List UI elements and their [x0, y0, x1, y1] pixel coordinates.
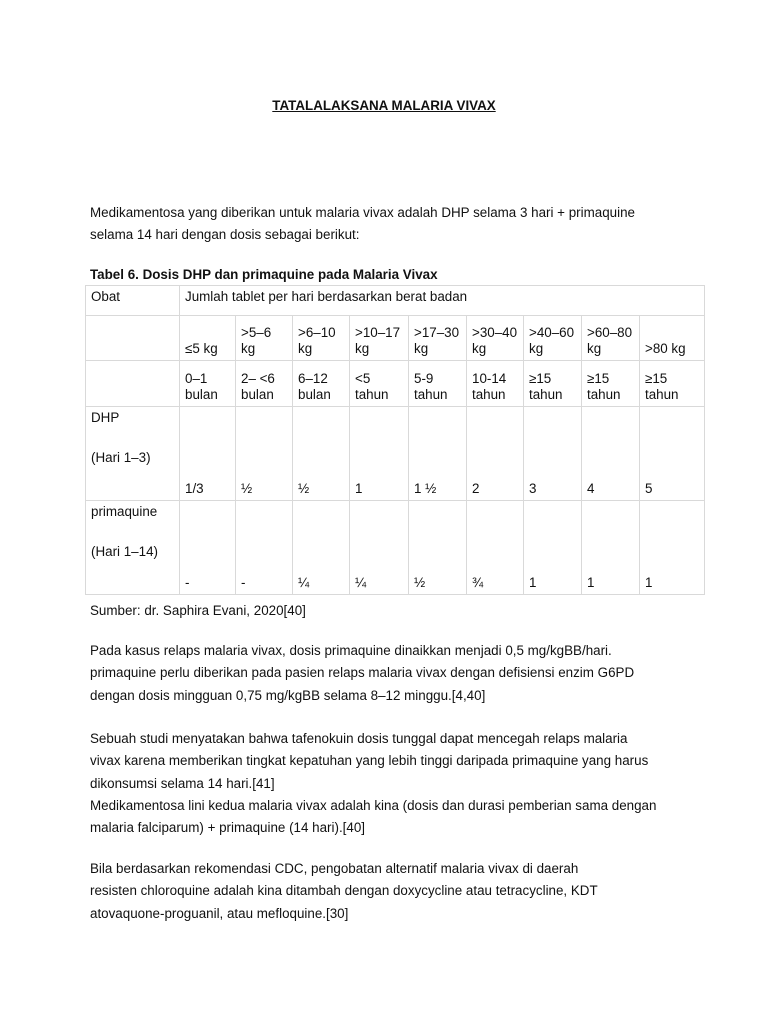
drug-cell [86, 501, 180, 595]
age-cell: 10-14 tahun [467, 361, 524, 407]
table-row [86, 501, 705, 595]
drug-days: (Hari 1–3) [91, 450, 151, 465]
weight-cell: >10–17 kg [350, 316, 409, 361]
cdc-paragraph [90, 858, 690, 925]
age-cell: 0–1 bulan [180, 361, 236, 407]
drug-days: (Hari 1–14) [91, 544, 158, 559]
text-line: Medikamentosa lini kedua malaria vivax adalah kina (dosis dan durasi pemberian sama dengan [90, 797, 657, 813]
empty-cell [86, 361, 180, 407]
weight-cell: >60–80 kg [582, 316, 640, 361]
age-cell: 6–12 bulan [293, 361, 350, 407]
weight-cell: >40–60 kg [524, 316, 582, 361]
intro-paragraph [90, 202, 690, 247]
table-header-row [86, 286, 705, 316]
drug-cell [86, 407, 180, 501]
drug-name: primaquine [91, 504, 158, 519]
text-line: Pada kasus relaps malaria vivax, dosis primaquine dinaikkan menjadi 0,5 mg/kgBB/hari. [90, 643, 612, 658]
drug-name: DHP [91, 410, 120, 425]
dose-cell: ½ [236, 407, 293, 501]
dose-cell: 5 [640, 407, 705, 501]
weight-row [86, 316, 705, 361]
age-cell: <5 tahun [350, 361, 409, 407]
age-cell: ≥15 tahun [524, 361, 582, 407]
page-title: TATALALAKSANA MALARIA VIVAX [272, 98, 496, 113]
dose-cell: 1 ½ [409, 407, 467, 501]
age-cell: 2– <6 bulan [236, 361, 293, 407]
weight-cell: >5–6 kg [236, 316, 293, 361]
dose-cell: ¾ [467, 501, 524, 595]
text-line: selama 14 hari dengan dosis sebagai berikut: [90, 227, 360, 243]
dose-cell: 4 [582, 407, 640, 501]
empty-cell [86, 316, 180, 361]
text-line: malaria falciparum) + primaquine (14 hari).[40] [90, 820, 365, 836]
table-row [86, 407, 705, 501]
dose-cell: - [180, 501, 236, 595]
text-line: Bila berdasarkan rekomendasi CDC, pengobatan alternatif malaria vivax di daerah [90, 861, 579, 876]
dose-cell: 1 [640, 501, 705, 595]
dose-cell: 3 [524, 407, 582, 501]
dose-cell: 1 [524, 501, 582, 595]
text-line: Medikamentosa yang diberikan untuk malaria vivax adalah DHP selama 3 hari + primaquine [90, 205, 635, 220]
dose-cell: ¼ [293, 501, 350, 595]
relapse-paragraph [90, 640, 690, 707]
text-line: dengan dosis mingguan 0,75 mg/kgBB selama 8–12 minggu.[4,40] [90, 687, 486, 703]
header-group-cell: Jumlah tablet per hari berdasarkan berat badan [180, 286, 705, 316]
text-line: vivax karena memberikan tingkat kepatuhan yang lebih tinggi daripada primaquine yang harus [90, 753, 649, 769]
table-source [90, 600, 690, 622]
dose-cell: ½ [293, 407, 350, 501]
dose-cell: 1 [582, 501, 640, 595]
text-line: resisten chloroquine adalah kina ditambah dengan doxycycline atau tetracycline, KDT [90, 883, 598, 899]
weight-cell: >17–30 kg [409, 316, 467, 361]
text-line: Sumber: dr. Saphira Evani, 2020[40] [90, 603, 306, 618]
text-line: Sebuah studi menyatakan bahwa tafenokuin dosis tunggal dapat mencegah relaps malaria [90, 731, 628, 746]
dose-cell: 1 [350, 407, 409, 501]
dose-cell: 1/3 [180, 407, 236, 501]
weight-cell: >6–10 kg [293, 316, 350, 361]
age-row [86, 361, 705, 407]
dose-cell: 2 [467, 407, 524, 501]
text-line: primaquine perlu diberikan pada pasien relaps malaria vivax dengan defisiensi enzim G6PD [90, 665, 635, 681]
table-caption: Tabel 6. Dosis DHP dan primaquine pada Malaria Vivax [90, 267, 438, 282]
text-line: dikonsumsi selama 14 hari.[41] [90, 775, 275, 791]
age-cell: 5-9 tahun [409, 361, 467, 407]
dose-cell: - [236, 501, 293, 595]
weight-cell: ≤5 kg [180, 316, 236, 361]
study-paragraph [90, 728, 690, 839]
age-cell: ≥15 tahun [582, 361, 640, 407]
dose-cell: ¼ [350, 501, 409, 595]
weight-cell: >30–40 kg [467, 316, 524, 361]
weight-cell: >80 kg [640, 316, 705, 361]
header-drug-cell: Obat [86, 286, 180, 316]
age-cell: ≥15 tahun [640, 361, 705, 407]
dose-table [85, 285, 705, 595]
text-line: atovaquone-proguanil, atau mefloquine.[30] [90, 905, 349, 921]
dose-cell: ½ [409, 501, 467, 595]
